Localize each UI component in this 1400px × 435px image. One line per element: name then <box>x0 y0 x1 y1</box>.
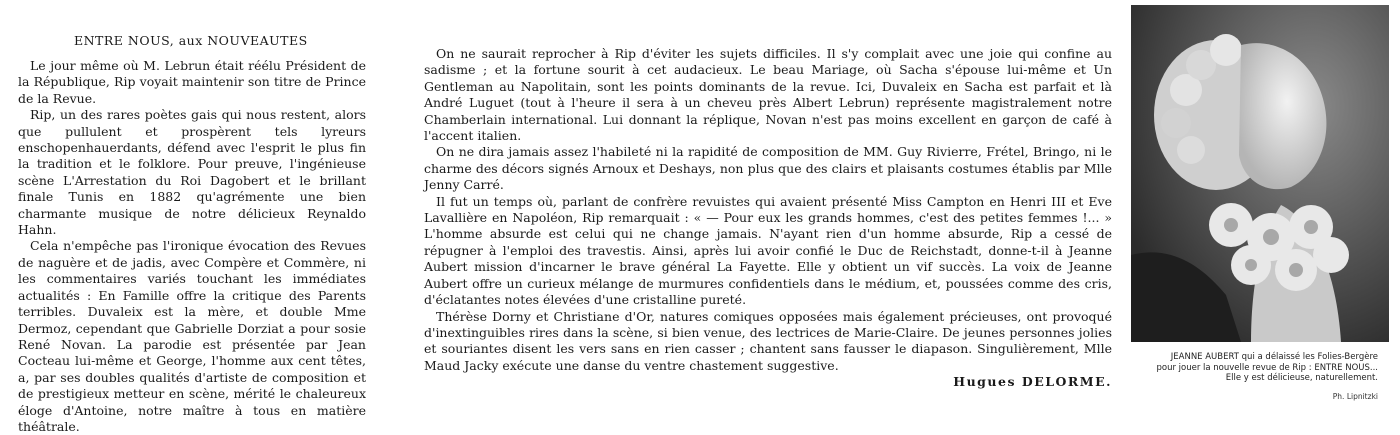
headline-subtitle: aux NOUVEAUTES <box>174 33 308 48</box>
caption-line: pour jouer la nouvelle revue de Rip : ENTRE NOUS... <box>1156 362 1378 373</box>
paragraph: Rip, un des rares poètes gais qui nous restent, alors que pullulent et prospèrent tels lyreurs enschopenhauerdants, défend avec l'esprit le plus fin la tradition et le folklore. Pour preuve, l'ingénieuse scène L'Arrestation du Roi Dagobert et le brillant finale Tunis en 1882 qu'agrémente une bien charmante musique de notre délicieux Reynaldo Hahn. <box>18 107 366 238</box>
paragraph: On ne dira jamais assez l'habileté ni la rapidité de composition de MM. Guy Rivierre, Frétel, Bringo, ni le charme des décors signés Arnoux et Deshays, non plus que des clairs et plaisants costumes établis par Mlle Jenny Carré. <box>424 144 1112 193</box>
headline-title: ENTRE NOUS, <box>74 33 175 48</box>
paragraph: On ne saurait reprocher à Rip d'éviter les sujets difficiles. Il s'y complait avec une joie qui confine au sadisme ; et la fortune sourit à cet audacieux. Le beau Mariage, où Sacha s'épouse lui-même et Un Gentleman au Napolitain, sont les points dominants de la revue. Ici, Duvaleix en Sacha est parfait et là André Luguet (tout à l'heure il sera à un cheveu près Albert Lebrun) représente magistralement notre Chamberlain international. Lui donnant la réplique, Novan n'est pas moins excellent en garçon de café à l'accent italien. <box>424 46 1112 144</box>
portrait-photo <box>1131 5 1389 342</box>
portrait-illustration <box>1131 5 1389 342</box>
caption-line: Elle y est délicieuse, naturellement. <box>1225 373 1378 384</box>
photo-credit: Ph. Lipnitzki <box>1332 392 1378 401</box>
paragraph: Le jour même où M. Lebrun était réélu Président de la République, Rip voyait maintenir son titre de Prince de la Revue. <box>18 58 366 106</box>
paragraph: Cela n'empêche pas l'ironique évocation des Revues de naguère et de jadis, avec Compère et Commère, ni les commentaires variés touchant les immédiates actualités : En Famille offre la critique des Parents terribles. Duvaleix est la mère, et double Mme Dermoz, cependant que Gabrielle Dorziat a pour sosie René Novan. La parodie est présentée par Jean Cocteau lui-même et George, l'homme aux cent têtes, a, par ses doubles qualités d'artiste de composition et de prestigieux metteur en scène, mérité le chaleureux éloge d'Antoine, notre maître à tous en matière théâtrale. <box>18 238 366 434</box>
photo-caption <box>1108 352 1378 384</box>
paragraph: Il fut un temps où, parlant de confrère revuistes qui avaient présenté Miss Campton en Henri III et Eve Lavallière en Napoléon, Rip remarquait : « — Pour eux les grands hommes, c'est des petites femmes !... » L'homme absurde est celui qui ne change jamais. N'ayant rien d'un homme absurde, Rip a cessé de répugner à l'emploi des travestis. Ainsi, après lui avoir confié le Duc de Reichstadt, donne-t-il à Jeanne Aubert mission d'incarner le brave général La Fayette. Elle y obtient un vif succès. La voix de Jeanne Aubert offre un curieux mélange de murmures confidentiels dans le médium, et, poussées comme des cris, d'éclatantes notes élevées d'une cristalline pureté. <box>424 193 1112 308</box>
paragraph: Thérèse Dorny et Christiane d'Or, natures comiques opposées mais également précieuses, ont provoqué d'inextinguibles rires dans la scène, si bien venue, des lectrices de Marie-Claire. De jeunes personnes jolies et souriantes disent les vers sans en rien casser ; chantent sans fausser le diapason. Singulièrement, Mlle Maud Jacky exécute une danse du ventre chastement suggestive. <box>424 308 1112 373</box>
caption-line: JEANNE AUBERT qui a délaissé les Folies-Bergère <box>1170 352 1378 362</box>
article-column-2 <box>424 46 1112 391</box>
author-signature: Hugues DELORME. <box>953 374 1112 390</box>
article-column-1 <box>18 34 366 435</box>
